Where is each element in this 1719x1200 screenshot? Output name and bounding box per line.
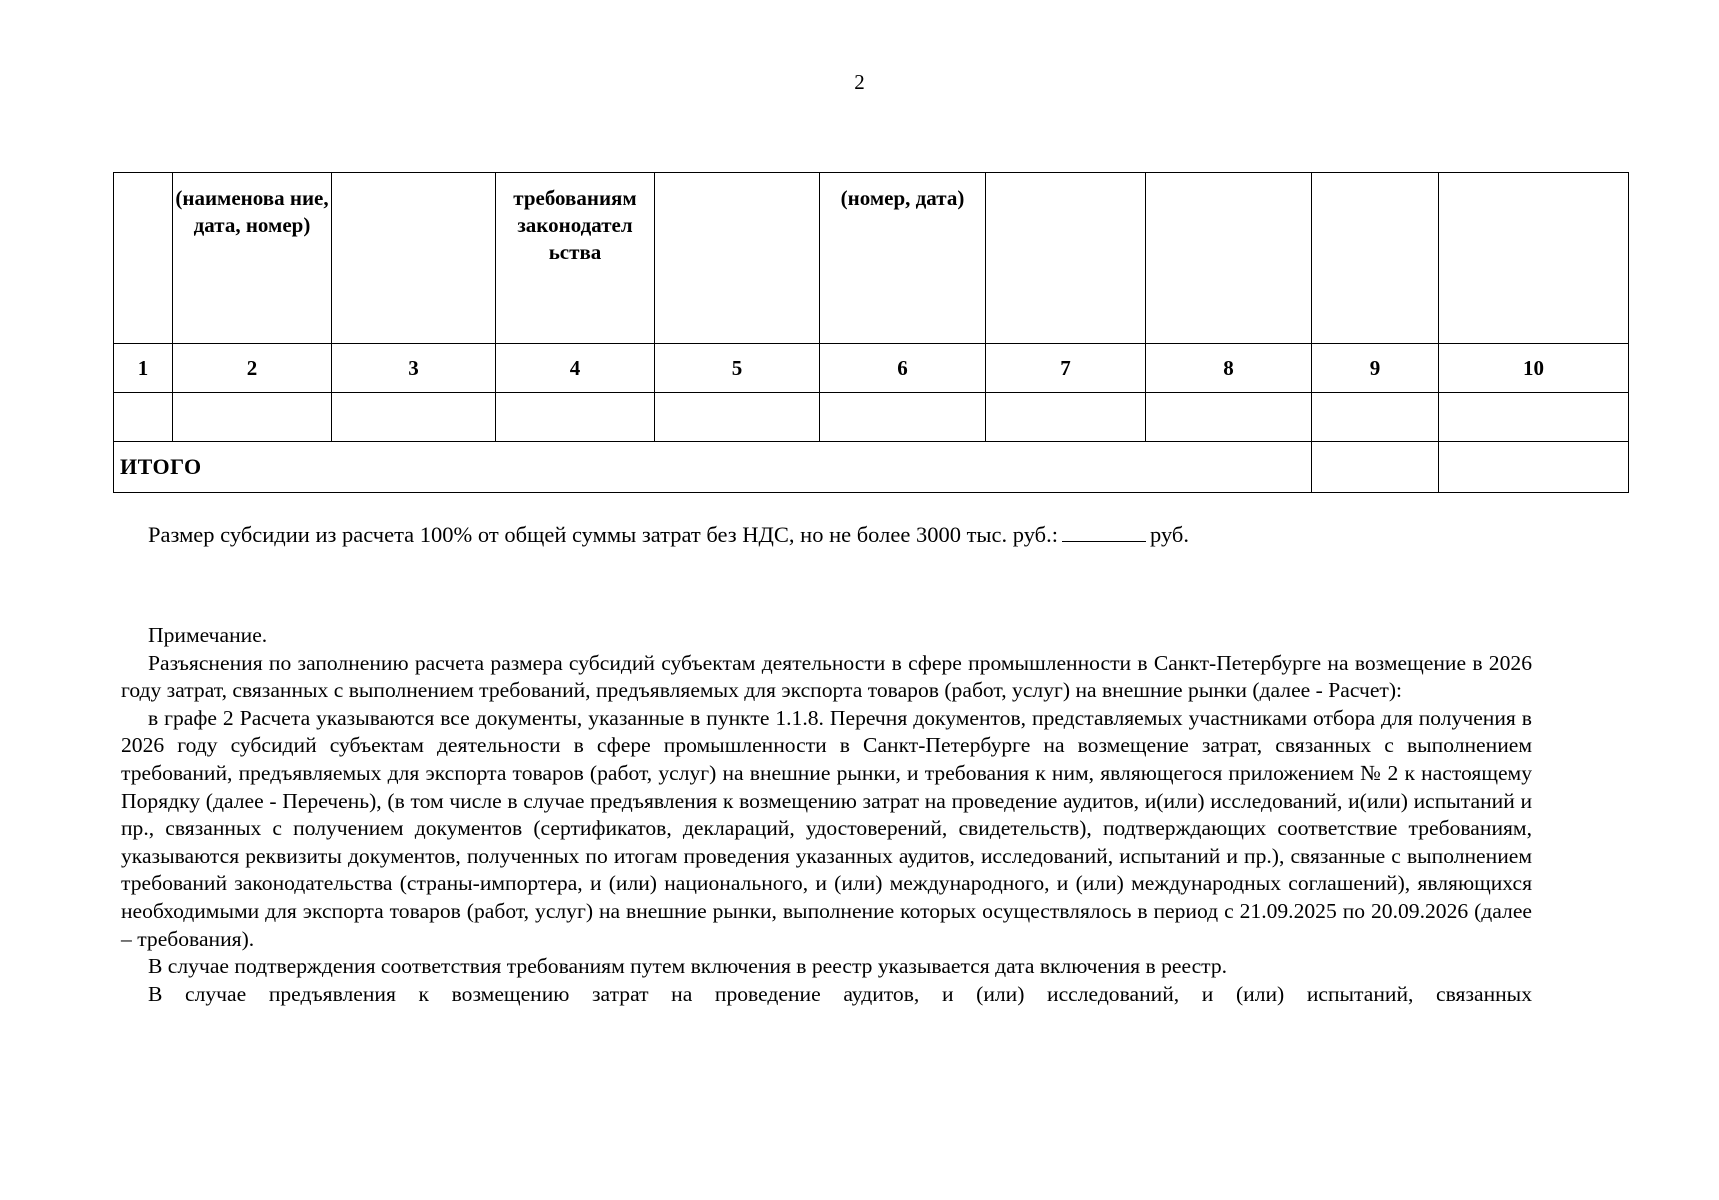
table-cell [1146,393,1312,442]
page-number: 2 [854,70,865,94]
column-number: 5 [655,344,820,393]
subsidy-unit: руб. [1150,522,1189,547]
table-cell [655,393,820,442]
table-cell [820,393,986,442]
table-cell [1312,393,1439,442]
notes-section [121,622,1532,1008]
column-number: 6 [820,344,986,393]
column-number-row [114,344,1629,393]
header-cell [1439,173,1629,344]
column-number: 1 [114,344,173,393]
header-cell [1146,173,1312,344]
notes-paragraph: в графе 2 Расчета указываются все документы, указанные в пункте 1.1.8. Перечня документов, представляемых участниками отбора для получения в 2026 году субсидий субъектам деятельности в сфере промышленности в Санкт-Петербурге на возмещение затрат, связанных с выполнением требований, предъявляемых для экспорта товаров (работ, услуг) на внешние рынки, и требования к ним, являющегося приложением № 2 к настоящему Порядку (далее - Перечень), (в том числе в случае предъявления к возмещению затрат на проведение аудитов, и(или) исследований, и(или) испытаний и пр., связанных с получением документов (сертификатов, деклараций, удостоверений, свидетельств), подтверждающих соответствие требованиям, указываются реквизиты документов, полученных по итогам проведения указанных аудитов, исследований, испытаний и пр.), связанные с выполнением требований законодательства (страны-импортера, и (или) национального, и (или) международного, и (или) международных соглашений), являющихся необходимыми для экспорта товаров (работ, услуг) на внешние рынки, выполнение которых осуществлялось в период с 21.09.2025 по 20.09.2026 (далее – требования). [121,705,1532,951]
column-number: 4 [496,344,655,393]
header-cell [1312,173,1439,344]
notes-paragraph: Разъяснения по заполнению расчета размера субсидий субъектам деятельности в сфере промышленности в Санкт-Петербурге на возмещение в 2026 году затрат, связанных с выполнением требований, предъявляемых для экспорта товаров (работ, услуг) на внешние рынки (далее - Расчет): [121,650,1532,703]
total-cell [1439,442,1629,493]
column-number: 8 [1146,344,1312,393]
table-cell [332,393,496,442]
notes-paragraph: В случае подтверждения соответствия требованиям путем включения в реестр указывается дата включения в реестр. [148,954,1228,979]
total-label: ИТОГО [114,442,1312,493]
subsidy-text: Размер субсидии из расчета 100% от общей суммы затрат без НДС, но не более 3000 тыс. руб.: [148,522,1058,547]
header-cell: (номер, дата) [820,173,986,344]
header-cell [332,173,496,344]
column-number: 3 [332,344,496,393]
table-cell [496,393,655,442]
table-header-row [114,173,1629,344]
total-row [114,442,1629,493]
column-number: 9 [1312,344,1439,393]
table-cell [986,393,1146,442]
column-number: 10 [1439,344,1629,393]
header-cell: требованиям законодател ьства [496,173,655,344]
table-cell [1439,393,1629,442]
table-cell [173,393,332,442]
notes-heading: Примечание. [148,623,268,647]
calculation-table [113,172,1629,493]
column-number: 7 [986,344,1146,393]
table-cell [114,393,173,442]
total-cell [1312,442,1439,493]
header-cell [114,173,173,344]
notes-paragraph: В случае предъявления к возмещению затрат на проведение аудитов, и (или) исследований, и (или) испытаний, связанных [148,981,1532,1006]
header-cell [655,173,820,344]
header-cell: (наименова ние, дата, номер) [173,173,332,344]
table-row [114,393,1629,442]
subsidy-line [148,522,1189,548]
header-cell [986,173,1146,344]
subsidy-amount-blank [1062,523,1146,542]
column-number: 2 [173,344,332,393]
